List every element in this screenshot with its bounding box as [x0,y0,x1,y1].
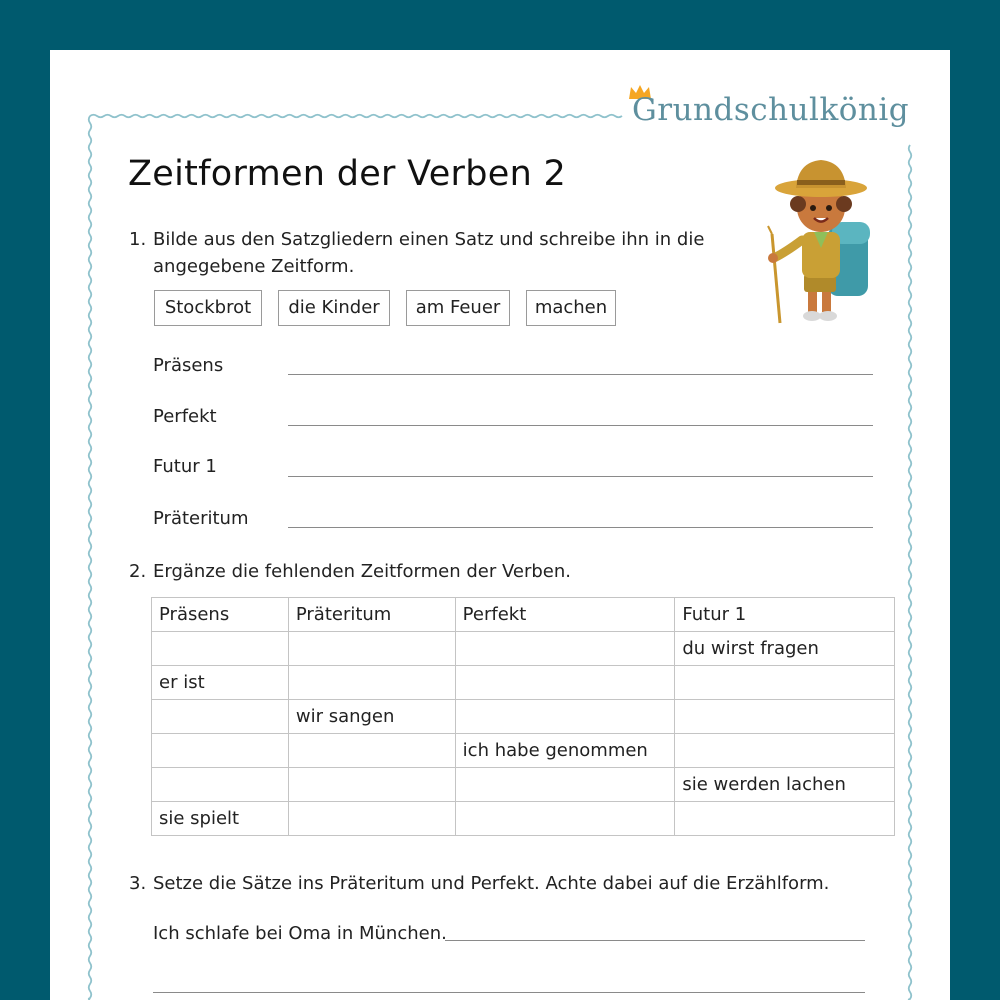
task-3-instruction: Setze die Sätze ins Präteritum und Perfekt. Achte dabei auf die Erzählform. [153,873,830,894]
table-cell[interactable] [288,802,455,836]
worksheet-page [50,50,950,1000]
table-cell[interactable] [675,666,895,700]
table-cell: er ist [152,666,289,700]
table-row [152,802,895,836]
table-cell[interactable] [152,734,289,768]
table-cell[interactable] [288,734,455,768]
table-cell[interactable] [455,700,675,734]
brand-logo: Grundschulkönig [632,92,910,128]
tense-label-praeteritum: Präteritum [153,508,249,529]
verb-table [151,597,895,836]
table-row [152,734,895,768]
table-cell[interactable] [152,700,289,734]
table-cell[interactable] [455,666,675,700]
table-header-cell: Präsens [152,598,289,632]
task-3 [129,870,873,897]
task-2-instruction: Ergänze die fehlenden Zeitformen der Verben. [153,561,571,582]
table-header-cell: Futur 1 [675,598,895,632]
table-cell: du wirst fragen [675,632,895,666]
task-2-number: 2. [129,561,147,582]
answer-line-sentence[interactable] [445,940,865,941]
table-cell[interactable] [288,666,455,700]
explorer-child-illustration [758,148,888,328]
table-header-cell: Präteritum [288,598,455,632]
tense-label-praesens: Präsens [153,355,224,376]
table-cell[interactable] [455,768,675,802]
table-cell[interactable] [675,802,895,836]
table-header-cell: Perfekt [455,598,675,632]
word-box-4: machen [526,290,616,326]
tense-label-futur: Futur 1 [153,456,217,477]
table-cell[interactable] [675,700,895,734]
answer-line-extra[interactable] [153,992,865,993]
task-1-number: 1. [129,229,147,250]
page-title: Zeitformen der Verben 2 [128,154,567,194]
answer-line-praeteritum[interactable] [288,527,873,528]
table-row [152,700,895,734]
tense-label-perfekt: Perfekt [153,406,217,427]
table-cell[interactable] [675,734,895,768]
table-cell[interactable] [288,632,455,666]
task-3-number: 3. [129,873,147,894]
answer-line-praesens[interactable] [288,374,873,375]
word-box-2: die Kinder [278,290,390,326]
table-cell[interactable] [152,632,289,666]
table-cell[interactable] [455,802,675,836]
table-cell: sie werden lachen [675,768,895,802]
word-box-1: Stockbrot [154,290,262,326]
task-1 [129,226,713,280]
table-cell: ich habe genommen [455,734,675,768]
table-header-row [152,598,895,632]
task-1-instruction: Bilde aus den Satzgliedern einen Satz und schreibe ihn in die angegebene Zeitform. [153,229,705,277]
table-row [152,666,895,700]
table-row [152,632,895,666]
answer-line-futur[interactable] [288,476,873,477]
table-cell[interactable] [288,768,455,802]
answer-line-perfekt[interactable] [288,425,873,426]
table-row [152,768,895,802]
table-cell: wir sangen [288,700,455,734]
task-2 [129,558,853,585]
task-3-sentence: Ich schlafe bei Oma in München. [153,923,447,944]
word-box-3: am Feuer [406,290,510,326]
table-cell[interactable] [152,768,289,802]
table-cell: sie spielt [152,802,289,836]
table-cell[interactable] [455,632,675,666]
